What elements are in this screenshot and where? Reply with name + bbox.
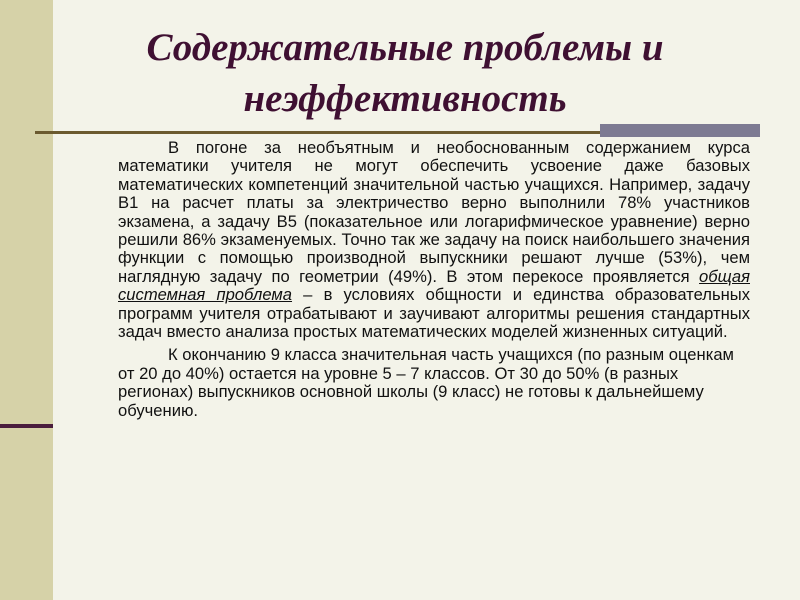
paragraph-1-text-end: – в условиях общности и единства образовательных программ учителя отрабатывают и заучивают алгоритмы решения стандартных задач вместо анализа простых математических моделей жизненных ситуаций.: [118, 285, 750, 342]
paragraph-1: [118, 139, 750, 341]
system-problem-link[interactable]: общая системная проблема: [118, 266, 750, 305]
title-underline-block: [600, 124, 760, 137]
title-line-1: Содержательные проблемы и: [146, 26, 664, 69]
left-accent-line: [0, 424, 53, 428]
paragraph-1-text-start: В погоне за необъятным и необоснованным содержанием курса математики учителя не могут обеспечить усвоение даже базовых математических компетенций значительной частью учащихся. Например, задачу В1 на расчет платы за электричество верно выполнили 78% участников экзамена, а задачу В5 (показательное или логарифмическое уравнение) верно решили 86% экзаменуемых. Точно так же задачу на поиск наибольшего значения функции с помощью производной выпускники решают лучше (53%), чем наглядную задачу по геометрии (49%). В этом перекосе проявляется: [118, 138, 750, 286]
slide-title: [60, 22, 750, 124]
title-line-2: неэффективность: [243, 77, 567, 120]
paragraph-2: К окончанию 9 класса значительная часть учащихся (по разным оценкам от 20 до 40%) остается на уровне 5 – 7 классов. От 30 до 50% (в разных регионах) выпускников основной школы (9 класс) не готовы к дальнейшему обучению.: [118, 345, 734, 420]
slide-body: [118, 139, 750, 420]
title-underline: [35, 131, 600, 134]
left-decorative-band: [0, 0, 53, 600]
